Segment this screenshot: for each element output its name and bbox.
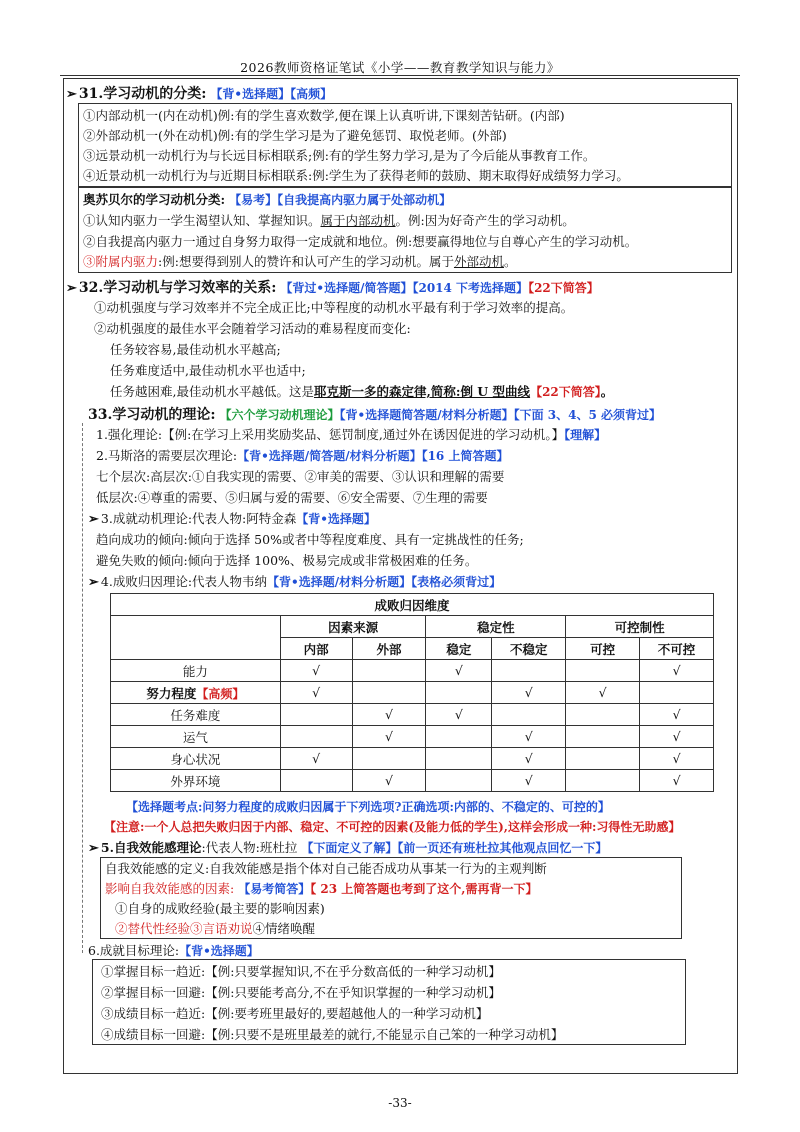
group-source: 因素来源 [280, 616, 426, 638]
theory-4 [88, 572, 501, 590]
sub-uncontrollable: 不可控 [640, 638, 714, 660]
check-cell: √ [280, 748, 352, 770]
row-tag: 【高频】 [196, 686, 245, 701]
check-cell: √ [426, 660, 492, 682]
theory-3-line-2: 避免失败的倾向:倾向于选择 100%、极易完成或非常极困难的任务。 [96, 553, 478, 568]
note-2 [104, 818, 680, 835]
arrow-icon: ➢ [66, 87, 75, 102]
a3-underline: 外部动机 [453, 254, 504, 269]
check-cell [280, 770, 352, 792]
check-cell [640, 682, 714, 704]
t4-tag2: 【表格必须背过】 [411, 575, 502, 589]
arrow-icon: ➢ [88, 575, 97, 590]
t5-title: 5.自我效能感理论 [100, 840, 202, 855]
check-cell: √ [640, 748, 714, 770]
arrow-icon: ➢ [66, 281, 75, 296]
s32-line-3: 任务较容易,最佳动机水平越高; [110, 342, 281, 357]
factors-tag1: 【易考简答】 [238, 882, 311, 896]
t1-pre: 1.强化理论: [96, 427, 163, 442]
goal-1-body: 【例:只要掌握知识,不在乎分数高低的一种学习动机】 [205, 964, 501, 979]
check-cell: √ [492, 726, 566, 748]
header-rule [60, 75, 740, 76]
check-cell: √ [640, 704, 714, 726]
l5-tag: 【22下简答】 [530, 385, 601, 399]
ausubel-line-2: ②自我提高内驱力一通过自身努力取得一定成就和地位。例:想要赢得地位与自尊心产生的学习动机。 [83, 234, 638, 249]
row-label-text: 运气 [182, 729, 208, 745]
theory-2 [96, 446, 508, 464]
row-label [111, 682, 281, 704]
check-cell: √ [352, 770, 426, 792]
page-header: 2026教师资格证笔试《小学——教育教学知识与能力》 [240, 60, 560, 75]
check-cell: √ [640, 770, 714, 792]
check-cell [426, 726, 492, 748]
check-cell: √ [352, 726, 426, 748]
s32-title: 32.学习动机与学习效率的关系: [78, 280, 277, 296]
t1-body: 【例:在学习上采用奖励奖品、惩罚制度,通过外在诱因促进的学习动机。】 [162, 427, 565, 442]
sub-controllable: 可控 [566, 638, 640, 660]
note-2-text: 【注意:一个人总把失败归因于内部、稳定、不可控的因素(及能力低的学生),这样会形成一种:习得性无助感】 [104, 820, 681, 834]
s33-tag3: 【下面 3、4、5 必须背过】 [513, 408, 661, 422]
table-corner-2 [111, 638, 281, 660]
s32-line-5 [110, 382, 613, 400]
goal-4-pre: ④成绩目标一回避: [101, 1027, 206, 1042]
factors-2-4 [115, 919, 315, 937]
check-cell: √ [492, 770, 566, 792]
t4-tag1: 【背•选择题/材料分析题】 [267, 575, 412, 589]
a1-underline: 属于内部动机 [320, 213, 396, 228]
goal-3-pre: ③成绩目标一趋近: [101, 1006, 206, 1021]
s33-title: 33.学习动机的理论: [88, 407, 216, 423]
check-cell [566, 726, 640, 748]
t5-author: :代表人物:班杜拉 [201, 840, 298, 855]
t6-tag: 【背•选择题】 [179, 944, 259, 958]
s31-title: 31.学习动机的分类: [78, 86, 207, 102]
table-row [111, 682, 714, 704]
check-cell [426, 748, 492, 770]
check-cell [280, 726, 352, 748]
row-label [111, 748, 281, 770]
check-cell: √ [492, 682, 566, 704]
a1-post: 。例:因为好奇产生的学习动机。 [395, 213, 575, 228]
theory-3-line-1: 趋向成功的倾向:倾向于选择 50%或者中等程度难度、具有一定挑战性的任务; [96, 532, 524, 547]
check-cell [426, 770, 492, 792]
s32-tag1: 【背过•选择题/简答题】 [280, 281, 413, 295]
row-label-text: 能力 [182, 663, 208, 679]
sub-unstable: 不稳定 [492, 638, 566, 660]
s31-tag1: 【背•选择题】 [210, 87, 291, 101]
note-1-text: 【选择题考点:问努力程度的成败归因属于下列选项?正确选项:内部的、不稳定的、可控的】 [126, 800, 610, 814]
theory-5 [88, 838, 607, 856]
goal-2-pre: ②掌握目标一回避: [101, 985, 206, 1000]
s31-box [78, 103, 732, 187]
table-body [111, 660, 714, 792]
goal-4-body: 【例:只要不是班里最差的就行,不能显示自己笨的一种学习动机】 [205, 1027, 564, 1042]
s33-tag2: 【背•选择题简答题/材料分析题】 [339, 408, 514, 422]
l5-end: 。 [600, 384, 614, 399]
sub-internal: 内部 [280, 638, 352, 660]
t5-tag2: 【前一页还有班杜拉其他观点回忆一下】 [397, 841, 608, 855]
table-row [111, 770, 714, 792]
check-cell: √ [566, 682, 640, 704]
t6-title: 6.成就目标理论: [88, 943, 180, 958]
t3-tag: 【背•选择题】 [296, 512, 376, 526]
s33-heading [88, 404, 661, 424]
check-cell [352, 660, 426, 682]
t2-tag2: 【16 上简答题】 [421, 449, 509, 463]
row-label [111, 726, 281, 748]
t1-tag: 【理解】 [564, 428, 607, 442]
goal-4 [101, 1025, 563, 1043]
ausubel-tag1: 【易考】 [229, 193, 278, 207]
ausubel-line-3 [83, 252, 516, 270]
theory-6 [88, 941, 259, 959]
theory-2-line-2: 低层次:④尊重的需要、⑤归属与爱的需要、⑥安全需要、⑦生理的需要 [96, 490, 488, 505]
self-efficacy-box [100, 857, 682, 939]
t2-tag1: 【背•选择题/简答题/材料分析题】 [237, 449, 422, 463]
check-cell [352, 748, 426, 770]
check-cell [566, 660, 640, 682]
t5-tag1: 【下面定义了解】 [301, 841, 398, 855]
check-cell: √ [640, 726, 714, 748]
group-control: 可控制性 [566, 616, 714, 638]
content-frame [63, 78, 738, 1074]
theory-2-line-1: 七个层次:高层次:①自我实现的需要、②审美的需要、③认识和理解的需要 [96, 469, 505, 484]
factor-1: ①自身的成败经验(最主要的影响因素) [115, 901, 325, 916]
self-efficacy-definition: 自我效能感的定义:自我效能感是指个体对自己能否成功从事某一行为的主观判断 [105, 861, 547, 876]
factor-4: ④情绪唤醒 [252, 921, 316, 936]
theory-1 [96, 425, 606, 443]
check-cell: √ [280, 682, 352, 704]
goal-box [92, 959, 686, 1045]
note-1 [126, 798, 610, 815]
factors-red: 影响自我效能感的因素: [105, 881, 235, 896]
s32-tag3: 【22下简答】 [528, 281, 599, 295]
attribution-table [110, 593, 714, 792]
s32-line-4: 任务难度适中,最佳动机水平也适中; [110, 363, 306, 378]
a3-mid: :例:想要得到别人的赞许和认可产生的学习动机。属于 [158, 254, 454, 269]
ausubel-heading [83, 190, 451, 208]
s32-line-1: ①动机强度与学习效率并不完全成正比;中等程度的动机水平最有利于学习效率的提高。 [94, 300, 574, 315]
factors-tag2: 【 23 上简答题也考到了这个,需再背一下】 [310, 882, 538, 896]
group-stability: 稳定性 [426, 616, 566, 638]
a3-end: 。 [503, 254, 517, 269]
table-row [111, 748, 714, 770]
row-label-text: 外界环境 [170, 773, 221, 789]
row-label [111, 660, 281, 682]
s31-line-1: ①内部动机一(内在动机)例:有的学生喜欢数学,便在课上认真听讲,下课刻苦钻研。(内部) [83, 108, 565, 123]
check-cell [566, 704, 640, 726]
check-cell [566, 748, 640, 770]
a3-red: ③附属内驱力 [83, 254, 159, 269]
arrow-icon: ➢ [88, 512, 97, 527]
a1-pre: ①认知内驱力一学生渴望认知、掌握知识。 [83, 213, 321, 228]
s31-line-3: ③远景动机一动机行为与长远目标相联系;例:有的学生努力学习,是为了今后能从事教育工作。 [83, 148, 596, 163]
t2-pre: 2.马斯洛的需要层次理论: [96, 448, 238, 463]
check-cell [426, 682, 492, 704]
goal-1-pre: ①掌握目标一趋近: [101, 964, 206, 979]
table-row [111, 726, 714, 748]
factors-heading [105, 879, 537, 897]
check-cell: √ [640, 660, 714, 682]
row-label [111, 704, 281, 726]
s31-line-4: ④近景动机一动机行为与近期目标相联系:例:学生为了获得老师的鼓励、期末取得好成绩努力学习。 [83, 168, 629, 183]
ausubel-box [78, 187, 732, 273]
table-row [111, 704, 714, 726]
arrow-icon: ➢ [88, 841, 97, 856]
s33-tag1: 【六个学习动机理论】 [219, 408, 340, 422]
ausubel-title: 奥苏贝尔的学习动机分类: [83, 192, 226, 207]
goal-3 [101, 1004, 488, 1022]
t4-pre: 4.成败归因理论:代表人物韦纳 [100, 574, 268, 589]
s31-line-2: ②外部动机一(外在动机)例:有的学生学习是为了避免惩罚、取悦老师。(外部) [83, 128, 507, 143]
t3-pre: 3.成就动机理论:代表人物:阿特金森 [100, 511, 297, 526]
check-cell: √ [426, 704, 492, 726]
factor-2: ②替代性经验 [115, 921, 191, 936]
check-cell [280, 704, 352, 726]
row-label-text: 努力程度 [146, 685, 197, 701]
factor-3: ③言语劝说 [190, 921, 253, 936]
goal-2 [101, 983, 501, 1001]
s32-tag2: 【2014 下考选择题】 [412, 281, 529, 295]
goal-2-body: 【例:只要能考高分,不在乎知识掌握的一种学习动机】 [205, 985, 501, 1000]
table-corner [111, 616, 281, 638]
check-cell [492, 660, 566, 682]
s32-heading [66, 277, 599, 297]
theory-3 [88, 509, 376, 527]
s33-dashed-rule [82, 423, 83, 953]
row-label-text: 任务难度 [170, 707, 221, 723]
row-label-text: 身心状况 [170, 751, 221, 767]
page-number: -33- [388, 1096, 412, 1110]
check-cell: √ [492, 748, 566, 770]
s31-tag2: 【高频】 [290, 87, 333, 101]
yerkes-dodson-law: 耶克斯一多的森定律,简称:倒 U 型曲线 [313, 384, 531, 399]
sub-external: 外部 [352, 638, 426, 660]
check-cell [566, 770, 640, 792]
l5-pre: 任务越困难,最佳动机水平越低。这是 [110, 384, 314, 399]
check-cell: √ [352, 704, 426, 726]
goal-1 [101, 962, 501, 980]
table-row [111, 660, 714, 682]
goal-3-body: 【例:要考班里最好的,要超越他人的一种学习动机】 [205, 1006, 489, 1021]
sub-stable: 稳定 [426, 638, 492, 660]
row-label [111, 770, 281, 792]
s32-line-2: ②动机强度的最佳水平会随着学习活动的难易程度而变化: [94, 321, 411, 336]
table-title: 成败归因维度 [111, 594, 714, 616]
check-cell [492, 704, 566, 726]
check-cell [352, 682, 426, 704]
check-cell: √ [280, 660, 352, 682]
ausubel-line-1 [83, 211, 575, 229]
s31-heading [66, 83, 332, 103]
ausubel-tag2: 【自我提高内驱力属于处部动机】 [277, 193, 452, 207]
